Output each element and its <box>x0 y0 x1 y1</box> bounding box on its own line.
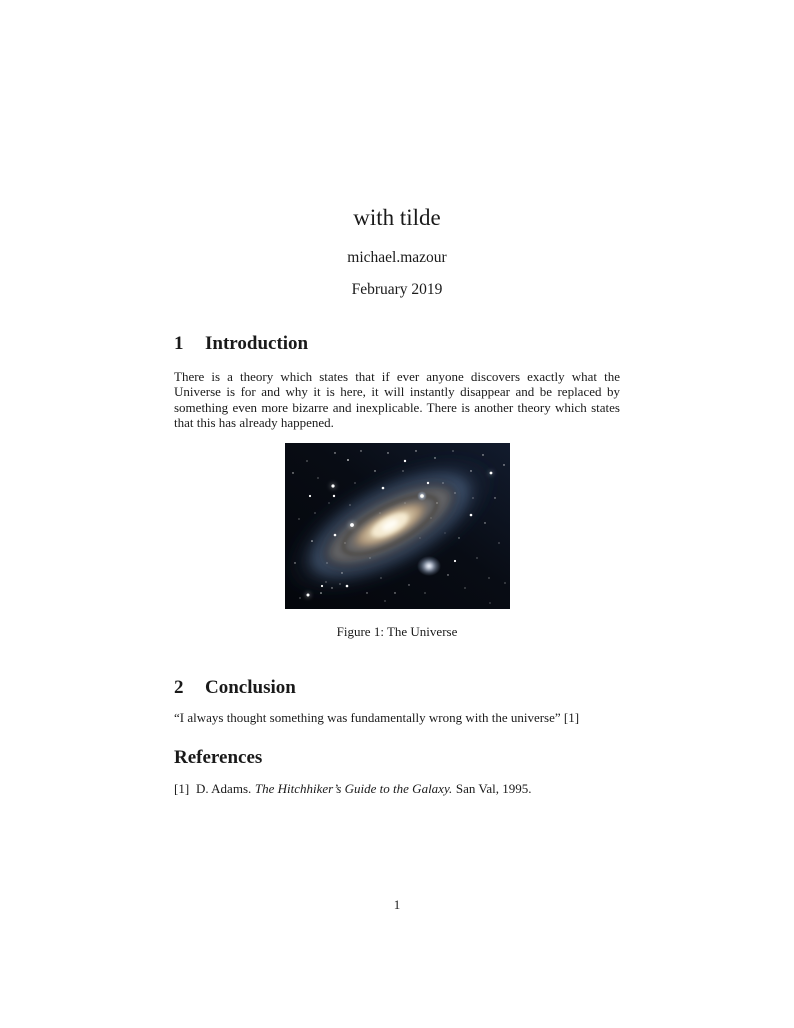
conclusion-paragraph: “I always thought something was fundamentally wrong with the universe” [1] <box>174 710 580 725</box>
figure-caption: Figure 1: The Universe <box>336 624 458 639</box>
section-number: 1 <box>174 333 184 354</box>
reference-title: The Hitchhiker’s Guide to the Galaxy. <box>254 781 453 796</box>
references-heading: References <box>174 747 263 768</box>
section-number: 2 <box>174 677 184 698</box>
reference-text <box>196 781 535 796</box>
section-title: Introduction <box>205 333 309 354</box>
section-heading-introduction <box>174 333 620 355</box>
section-title: Conclusion <box>205 677 296 698</box>
universe-figure-image <box>285 443 510 609</box>
reference-label: [1] <box>174 781 190 796</box>
document-date: February 2019 <box>351 281 443 298</box>
document-author: michael.mazour <box>347 249 447 266</box>
page-number: 1 <box>393 897 401 912</box>
document-title: with tilde <box>353 205 441 230</box>
companion-galaxy-m32 <box>417 491 427 501</box>
reference-item <box>174 781 620 796</box>
reference-publisher: San Val, 1995. <box>455 781 532 796</box>
companion-galaxy-m110 <box>417 556 441 576</box>
section-heading-conclusion <box>174 677 620 699</box>
introduction-paragraph: There is a theory which states that if ever anyone discovers exactly what the Universe is for and why it is here, it will instantly disappear and be replaced by something even more bizarre and inexplicable. There is another theory which states that this has already happened. <box>174 369 620 430</box>
reference-authors: D. Adams. <box>196 781 252 796</box>
